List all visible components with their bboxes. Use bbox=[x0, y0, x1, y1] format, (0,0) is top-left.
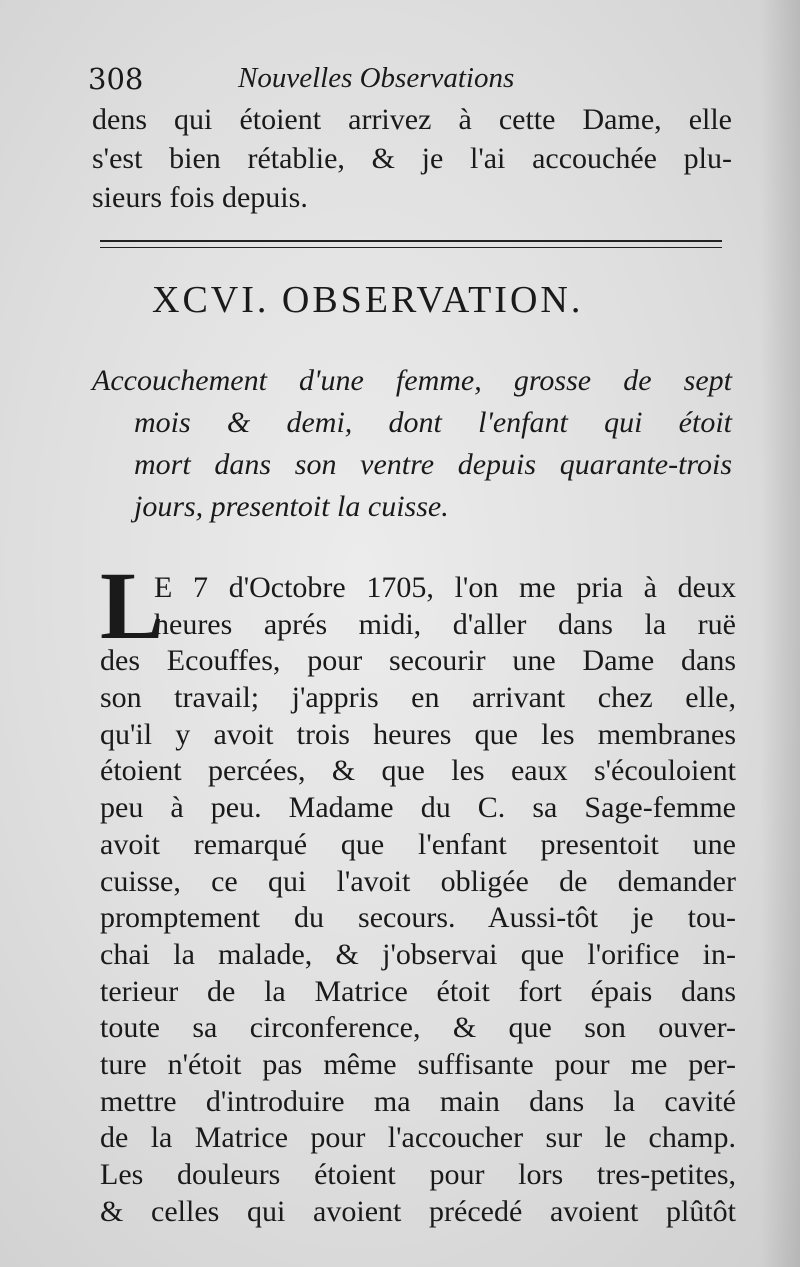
drop-cap: L bbox=[100, 552, 165, 659]
body-line: qu'il y avoit trois heures que les membranes bbox=[100, 717, 736, 751]
text-line: sieurs fois depuis. bbox=[92, 181, 308, 214]
body-line: Les douleurs étoient pour lors tres-petites, bbox=[100, 1158, 736, 1191]
observation-summary bbox=[92, 360, 732, 528]
page-number: 308 bbox=[88, 62, 144, 96]
body-line: mettre d'introduire ma main dans la cavité bbox=[100, 1084, 736, 1118]
body-line: chai la malade, & j'observai que l'orifice in- bbox=[100, 937, 736, 971]
section-divider-rule bbox=[100, 240, 722, 248]
body-line: peu à peu. Madame du C. sa Sage-femme bbox=[100, 791, 736, 825]
running-head bbox=[88, 62, 728, 102]
text-line: dens qui étoient arrivez à cette Dame, elle bbox=[92, 103, 732, 136]
body-line: toute sa circonference, & que son ouver- bbox=[100, 1011, 736, 1045]
summary-line: mois & demi, dont l'enfant qui étoit bbox=[134, 406, 732, 439]
summary-line: mort dans son ventre depuis quarante-trois bbox=[134, 448, 732, 481]
summary-line: Accouchement d'une femme, grosse de sept bbox=[92, 364, 732, 397]
body-line: ture n'étoit pas même suffisante pour me per- bbox=[100, 1047, 736, 1081]
body-line: terieur de la Matrice étoit fort épais dans bbox=[100, 974, 736, 1008]
body-line: & celles qui avoient précedé avoient plûtôt bbox=[100, 1194, 736, 1228]
running-head-title: Nouvelles Observations bbox=[238, 62, 515, 94]
text-line: s'est bien rétablie, & je l'ai accouchée plu- bbox=[92, 142, 732, 175]
observation-heading: XCVI. OBSERVATION. bbox=[152, 279, 584, 321]
body-line: de la Matrice pour l'accoucher sur le champ. bbox=[100, 1121, 736, 1155]
body-line: étoient percées, & que les eaux s'écouloient bbox=[100, 754, 736, 788]
body-line: E 7 d'Octobre 1705, l'on me pria à deux bbox=[154, 571, 736, 604]
body-line: avoit remarqué que l'enfant presentoit une bbox=[100, 827, 736, 861]
summary-line: jours, presentoit la cuisse. bbox=[134, 490, 449, 523]
body-line: cuisse, ce qui l'avoit obligée de demander bbox=[100, 864, 736, 898]
body-line: des Ecouffes, pour secourir une Dame dans bbox=[100, 644, 736, 678]
observation-body bbox=[100, 570, 736, 1230]
body-line: promptement du secours. Aussi-tôt je tou- bbox=[100, 901, 736, 935]
page-edge-shadow bbox=[760, 0, 800, 1267]
body-line: son travail; j'appris en arrivant chez elle, bbox=[100, 681, 736, 715]
body-line: heures aprés midi, d'aller dans la ruë bbox=[154, 607, 736, 641]
carry-over-paragraph bbox=[92, 100, 732, 217]
